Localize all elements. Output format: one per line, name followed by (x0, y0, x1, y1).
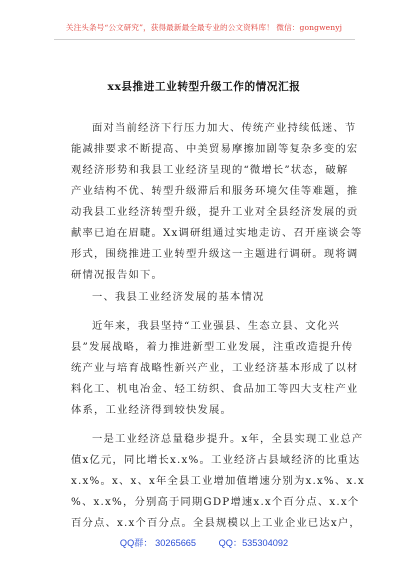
body-line: 能减排要求不断提高、中美贸易摩擦加剧等复杂多变的宏 (71, 143, 359, 155)
body-line: 动我县工业经济转型升级，提升工业对全县经济发展的贡 (71, 206, 359, 218)
body-line: 献率已迫在眉睫。Xx调研组通过实地走访、召开座谈会等 (71, 227, 363, 239)
body-line: 近年来，我县坚持“工业强县、生态立县、文化兴 (92, 320, 340, 332)
header-note: 关注头条号“公文研究”，获得最新最全最专业的公文资料库！ 微信：gongwenyj (65, 23, 343, 32)
body-line: 料化工、机电冶金、轻工纺织、食品加工等四大支柱产业 (71, 383, 359, 395)
body-line: 县”发展战略，着力推进新型工业发展，注重改造提升传 (71, 341, 354, 353)
body-line: 形式，围绕推进工业转型升级这一主题进行调研。现将调 (71, 248, 359, 260)
body-line: 面对当前经济下行压力加大、传统产业持续低迷、节 (92, 122, 357, 134)
qq-group-text: QQ群： 30265665 (119, 538, 197, 548)
section-heading: 一、我县工业经济发展的基本情况 (92, 291, 265, 303)
body-line: 值x亿元，同比增长x.x%。工业经济占县域经济的比重达 (71, 454, 361, 466)
body-line: 体系，工业经济得到较快发展。 (71, 404, 232, 416)
body-line: 一是工业经济总量稳步提升。x年，全县实现工业总产 (92, 433, 364, 445)
body-line: x.x%。x、x、x年全县工业增加值增速分别为x.x%、x.x (71, 475, 365, 487)
body-line: %、x.x%，分别高于同期GDP增速x.x个百分点、x.x个 (71, 496, 360, 508)
document-title: xx县推进工业转型升级工作的情况汇报 (107, 81, 301, 93)
footer-contacts (0, 535, 408, 549)
body-line: 百分点、x.x个百分点。全县规模以上工业企业已达x户， (71, 517, 361, 529)
body-line: 研情况报告如下。 (71, 269, 163, 281)
body-line: 观经济形势和我县工业经济呈现的“微增长”状态，破解 (71, 164, 349, 176)
qq-text: QQ：535304092 (218, 538, 289, 548)
body-line: 产业结构不优、转型升级滞后和服务环境欠佳等难题，推 (71, 185, 359, 197)
body-line: 统产业与培育战略性新兴产业，工业经济基本形成了以材 (71, 362, 359, 374)
header-divider (54, 39, 355, 40)
